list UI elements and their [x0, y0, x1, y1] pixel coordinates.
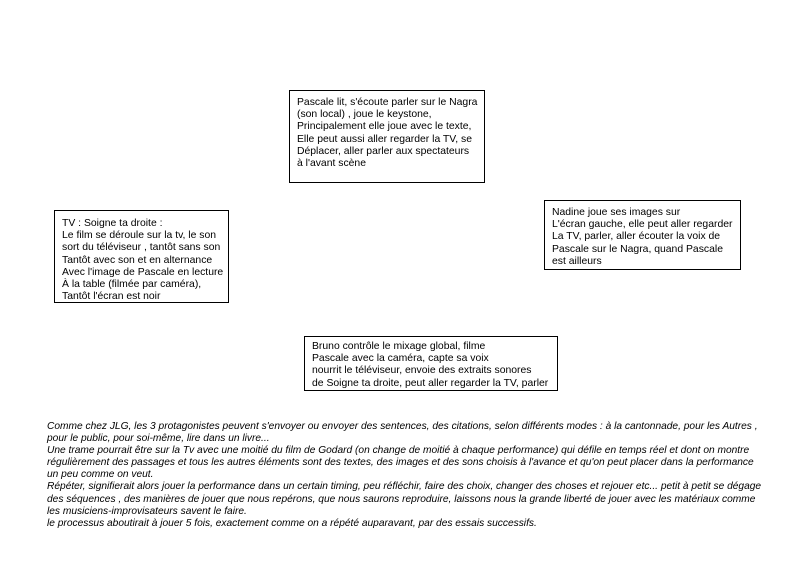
- nadine-line: Pascale sur le Nagra, quand Pascale: [552, 243, 723, 255]
- tv-line: À la table (filmée par caméra),: [62, 279, 202, 291]
- bruno-line: nourrit le téléviseur, envoie des extraits sonores: [312, 365, 532, 377]
- notes-paragraph: le processus aboutirait à jouer 5 fois, exactement comme on a répété auparavant, par des essais successifs.: [47, 517, 537, 529]
- bruno-line: Bruno contrôle le mixage global, filme: [312, 341, 486, 352]
- tv-box: [54, 210, 229, 303]
- tv-line: Le film se déroule sur la tv, le son: [62, 230, 217, 242]
- tv-line: Tantôt l'écran est noir: [62, 291, 161, 303]
- nadine-line: L'écran gauche, elle peut aller regarder: [552, 219, 733, 231]
- tv-line: sort du téléviseur , tantôt sans son: [62, 242, 221, 254]
- bruno-box: [304, 336, 558, 391]
- tv-line: Avec l'image de Pascale en lecture: [62, 266, 224, 278]
- pascale-box: [289, 90, 485, 183]
- nadine-line: La TV, parler, aller écouter la voix de: [552, 231, 721, 243]
- nadine-box: [544, 200, 741, 270]
- bruno-line: de Soigne ta droite, peut aller regarder la TV, parler: [312, 377, 549, 389]
- pascale-line: Déplacer, aller parler aux spectateurs: [297, 145, 470, 157]
- pascale-line: Principalement elle joue avec le texte,: [297, 121, 472, 133]
- tv-line: TV : Soigne ta droite :: [62, 218, 163, 229]
- notes-text: [47, 421, 762, 530]
- tv-line: Tantôt avec son et en alternance: [62, 254, 213, 266]
- notes-paragraph: Une trame pourrait être sur la Tv avec une moitié du film de Godard (on change de moitié à chaque performance) qui défile en temps réel et dont on montre régulièrement des passages et tous les autres éléments sont des textes, des images et des sons choisis à l'avance et qu'on peut placer dans la performance un peu comme on veut.: [47, 445, 754, 481]
- bruno-line: Pascale avec la caméra, capte sa voix: [312, 353, 489, 365]
- pascale-line: (son local) , joue le keystone,: [297, 109, 432, 121]
- pascale-line: Pascale lit, s'écoute parler sur le Nagra: [297, 97, 478, 108]
- nadine-line: Nadine joue ses images sur: [552, 207, 681, 218]
- pascale-line: à l'avant scène: [297, 158, 366, 170]
- notes-paragraph: Répéter, signifierait alors jouer la performance dans un certain timing, peu réfléchir, faire des choix, changer des choses et rejouer etc... petit à petit se dégage des séquences , des manières de jouer que nous repérons, que nous saurons reproduire, laissons nous la grande liberté de jouer avec les matériaux comme les musiciens-improvisateurs savent le faire.: [47, 481, 762, 517]
- nadine-line: est ailleurs: [552, 255, 602, 267]
- notes-paragraph: Comme chez JLG, les 3 protagonistes peuvent s'envoyer ou envoyer des sentences, des citations, selon différents modes : à la cantonnade, pour les Autres , pour le public, pour soi-même, lire dans un livre...: [47, 421, 758, 445]
- pascale-line: Elle peut aussi aller regarder la TV, se: [297, 133, 473, 145]
